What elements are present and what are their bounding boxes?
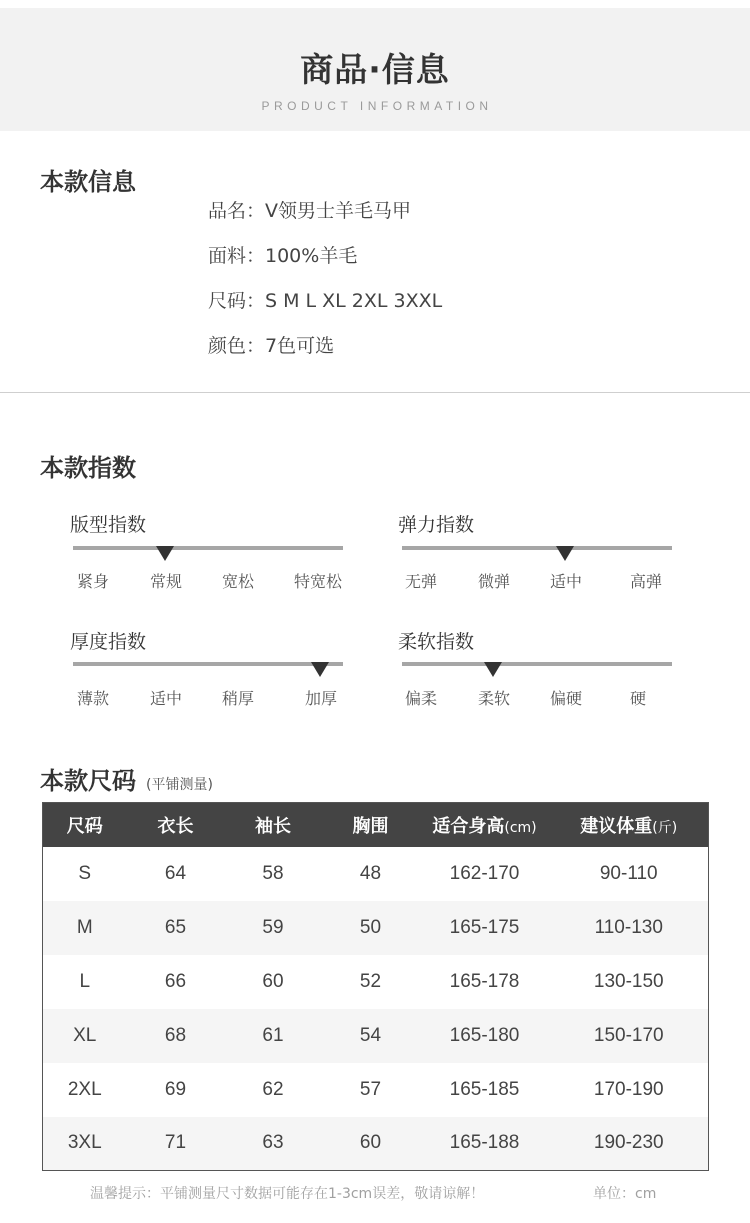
page-subtitle: PRODUCT INFORMATION: [261, 99, 493, 113]
index-label: 适中: [549, 572, 583, 591]
table-row: [43, 1063, 709, 1117]
index-label: 特宽松: [293, 572, 343, 591]
table-row: [43, 1009, 709, 1063]
cell-size: 2XL: [67, 1078, 102, 1100]
cell-sleeve: 63: [225, 1117, 322, 1171]
cell-sleeve: 60: [262, 970, 284, 992]
table-row: [43, 1117, 709, 1171]
footer-unit: 单位：cm: [593, 1186, 657, 1202]
cell-size: XL: [43, 1009, 127, 1063]
index-label: 无弹: [404, 572, 438, 591]
header-chest: 胸围: [322, 803, 420, 847]
cell-length: 66: [164, 970, 187, 992]
cell-height: 165-185: [449, 1078, 520, 1100]
cell-length: 69: [164, 1078, 187, 1100]
index-label: 柔软: [477, 689, 511, 708]
index-label: 薄款: [76, 689, 110, 708]
cell-size: M: [43, 901, 127, 955]
header-sleeve: 袖长: [225, 803, 322, 847]
cell-chest: 54: [322, 1009, 420, 1063]
cell-sleeve: 59: [225, 901, 322, 955]
cell-chest: 48: [359, 862, 382, 884]
index-label: 加厚: [304, 689, 338, 708]
index-marker-fit: [156, 546, 174, 561]
cell-weight: 110-130: [550, 901, 709, 955]
cell-length: 71: [127, 1117, 225, 1171]
index-bar-fit: [73, 546, 343, 550]
index-bar-thickness: [73, 662, 343, 666]
info-fabric: 面料：100%羊毛: [208, 245, 358, 267]
sizes-title: 本款尺码: [40, 767, 136, 795]
table-row: [43, 847, 709, 901]
index-title-thickness: 厚度指数: [70, 631, 147, 653]
cell-weight: 150-170: [550, 1009, 709, 1063]
index-label: 常规: [149, 572, 183, 591]
size-table: [42, 802, 709, 1171]
header-height: 适合身高(cm): [420, 803, 550, 847]
info-sizes: 尺码：S M L XL 2XL 3XXL: [208, 290, 443, 312]
info-section-title: 本款信息: [40, 168, 136, 196]
info-colors: 颜色：7色可选: [208, 335, 335, 357]
cell-height: 165-178: [449, 970, 520, 992]
cell-height: 165-180: [420, 1009, 550, 1063]
index-label: 偏柔: [404, 689, 438, 708]
index-marker-elasticity: [556, 546, 574, 561]
cell-size: 3XL: [43, 1117, 127, 1171]
indices-section-title: 本款指数: [40, 454, 136, 482]
cell-chest: 52: [359, 970, 382, 992]
cell-chest: 50: [322, 901, 420, 955]
cell-chest: 60: [322, 1117, 420, 1171]
index-marker-softness: [484, 662, 502, 677]
cell-sleeve: 61: [225, 1009, 322, 1063]
index-bar-softness: [402, 662, 672, 666]
sizes-note: (平铺测量): [146, 777, 213, 793]
footer-tip: 温馨提示：平铺测量尺寸数据可能存在1-3cm误差，敬请谅解！: [90, 1186, 485, 1202]
index-label: 稍厚: [221, 689, 255, 708]
info-name: 品名：V领男士羊毛马甲: [208, 200, 411, 222]
section-divider: [0, 392, 750, 393]
header-length: 衣长: [127, 803, 225, 847]
index-label: 适中: [149, 689, 183, 708]
cell-length: 64: [164, 862, 187, 884]
cell-height: 165-175: [420, 901, 550, 955]
index-label: 偏硬: [549, 689, 583, 708]
cell-sleeve: 62: [262, 1078, 284, 1100]
index-label: 高弹: [629, 572, 663, 591]
index-label: 微弹: [477, 572, 511, 591]
index-bar-elasticity: [402, 546, 672, 550]
header-size: 尺码: [43, 803, 127, 847]
cell-height: 162-170: [449, 862, 520, 884]
index-marker-thickness: [311, 662, 329, 677]
index-title-softness: 柔软指数: [398, 631, 475, 653]
cell-length: 65: [127, 901, 225, 955]
header-banner: [0, 8, 750, 131]
cell-size: L: [79, 970, 91, 992]
index-title-fit: 版型指数: [70, 514, 147, 536]
index-label: 硬: [629, 689, 647, 708]
table-row: [43, 901, 709, 955]
index-label: 紧身: [76, 572, 110, 591]
header-weight: 建议体重(斤): [550, 803, 709, 847]
cell-height: 165-188: [420, 1117, 550, 1171]
cell-weight: 90-110: [599, 862, 658, 884]
cell-length: 68: [127, 1009, 225, 1063]
cell-weight: 130-150: [593, 970, 664, 992]
cell-size: S: [78, 862, 92, 884]
cell-chest: 57: [359, 1078, 382, 1100]
table-row: [43, 955, 709, 1009]
cell-weight: 170-190: [593, 1078, 664, 1100]
page-title: 商品·信息: [300, 50, 450, 89]
table-header-row: [43, 803, 709, 847]
index-title-elasticity: 弹力指数: [398, 514, 475, 536]
sizes-section-title: [40, 761, 213, 796]
cell-weight: 190-230: [550, 1117, 709, 1171]
cell-sleeve: 58: [262, 862, 284, 884]
index-label: 宽松: [221, 572, 255, 591]
